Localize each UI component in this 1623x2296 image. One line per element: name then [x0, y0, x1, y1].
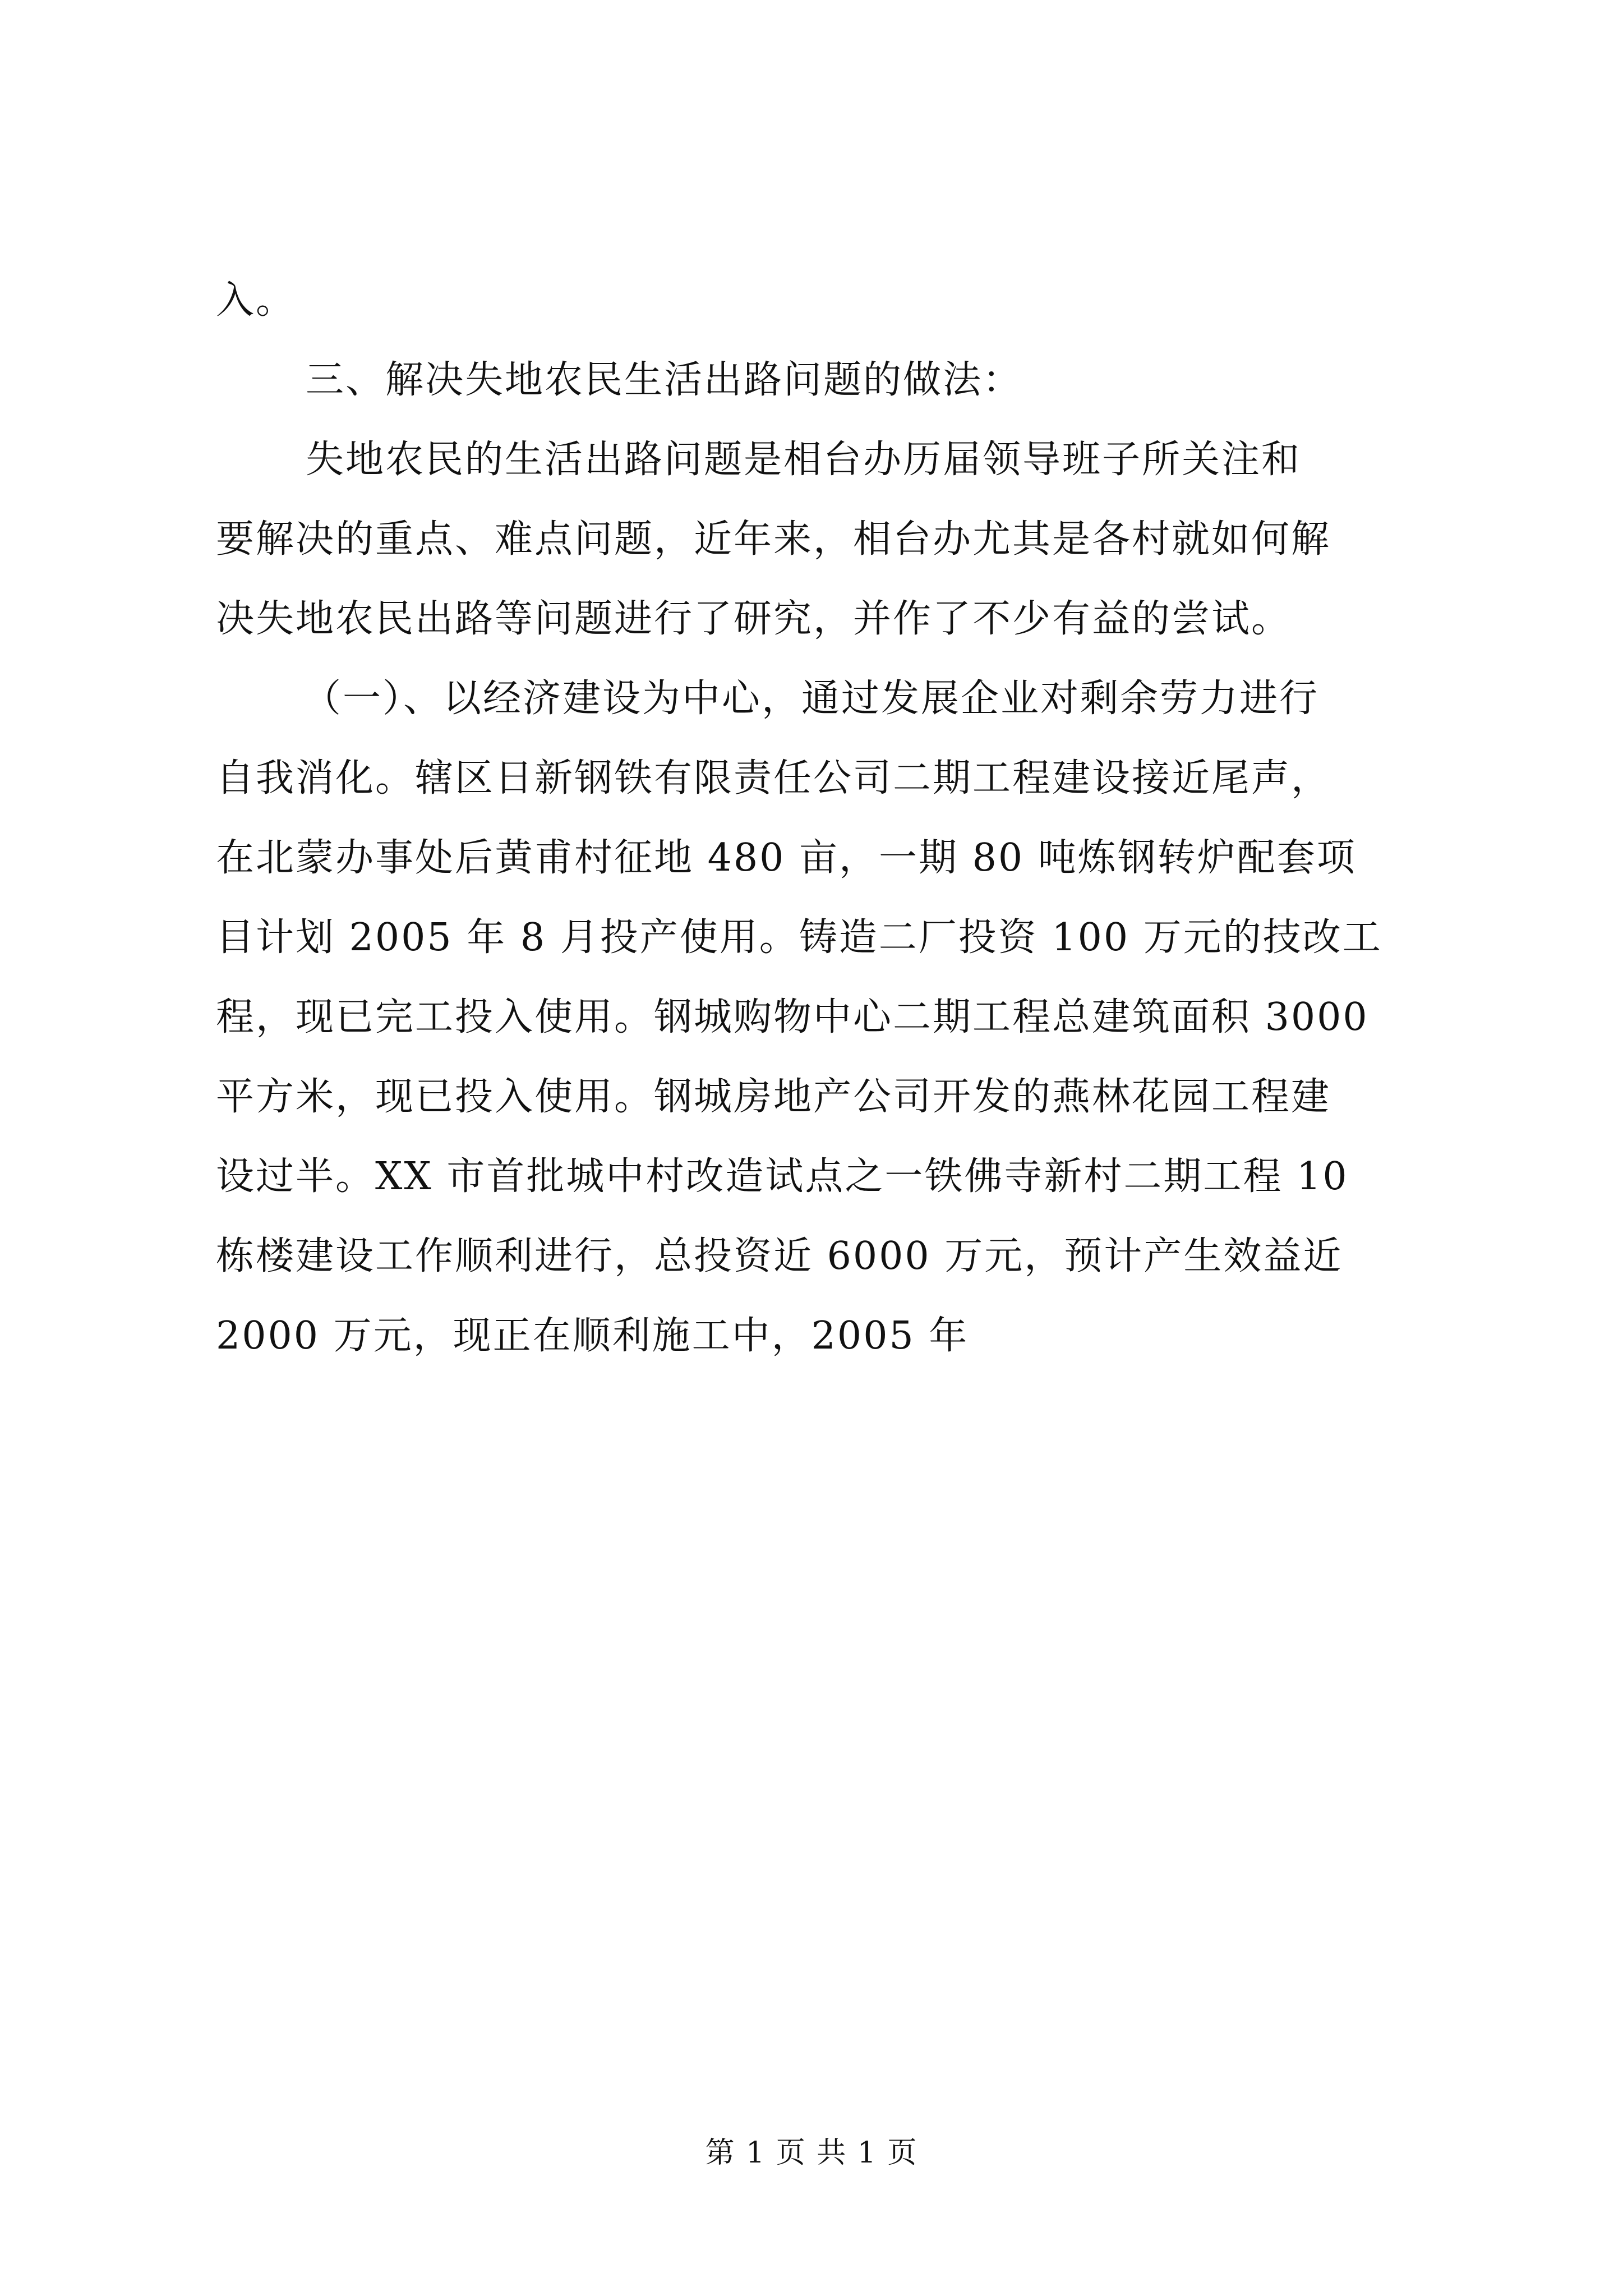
text-line-13: 栋楼建设工作顺利进行，总投资近 6000 万元，预计产生效益近 [216, 1234, 1343, 1278]
text-line-7: 自我消化。辖区日新钢铁有限责任公司二期工程建设接近尾声， [216, 756, 1331, 800]
text-line-11: 平方米，现已投入使用。钢城房地产公司开发的燕林花园工程建 [216, 1075, 1331, 1119]
text-line-14: 2000 万元，现正在顺利施工中，2005 年 [216, 1314, 969, 1358]
text-line-8: 在北蒙办事处后黄甫村征地 480 亩，一期 80 吨炼钢转炉配套项 [216, 836, 1357, 880]
text-line-4: 要解决的重点、难点问题，近年来，相台办尤其是各村就如何解 [216, 517, 1331, 562]
section-heading: 三、解决失地农民生活出路问题的做法： [306, 358, 1023, 402]
text-line-3: 失地农民的生活出路问题是相台办历届领导班子所关注和 [306, 438, 1302, 482]
text-line-1: 入。 [216, 278, 296, 323]
text-line-6: （一）、以经济建设为中心，通过发展企业对剩余劳力进行 [303, 677, 1320, 721]
text-line-9: 目计划 2005 年 8 月投产使用。铸造二厂投资 100 万元的技改工 [216, 915, 1382, 960]
text-line-10: 程，现已完工投入使用。钢城购物中心二期工程总建筑面积 3000 [216, 995, 1369, 1039]
text-line-12: 设过半。XX 市首批城中村改造试点之一铁佛寺新村二期工程 10 [216, 1154, 1349, 1199]
page-footer: 第 1 页 共 1 页 [705, 2136, 918, 2170]
text-line-5: 决失地农民出路等问题进行了研究，并作了不少有益的尝试。 [216, 597, 1292, 641]
